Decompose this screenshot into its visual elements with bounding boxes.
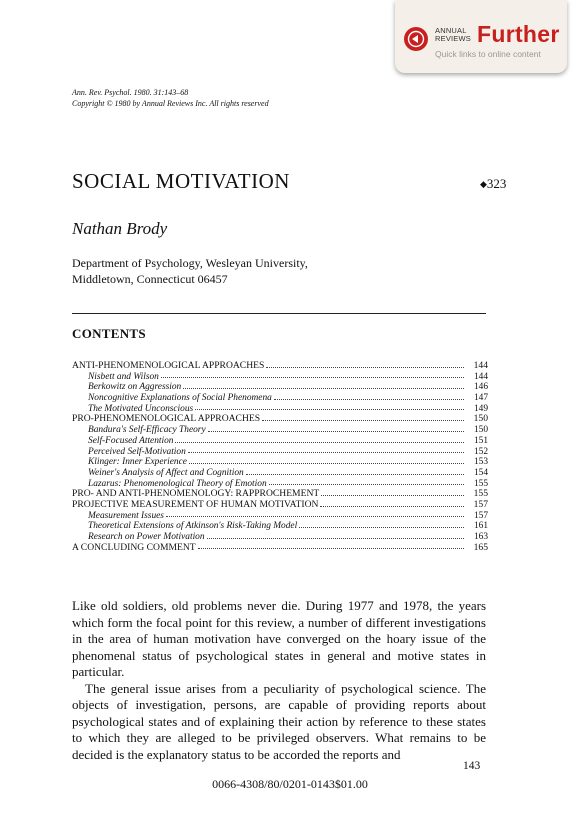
toc-entry-page: 157 <box>473 498 488 510</box>
toc-entry[interactable] <box>72 543 488 554</box>
toc-leader-dots <box>321 494 464 496</box>
play-back-icon <box>404 27 428 51</box>
toc-entry-label: The Motivated Unconscious <box>88 403 194 414</box>
toc-entry-label: Measurement Issues <box>88 510 164 521</box>
toc-leader-dots <box>299 526 464 528</box>
toc-entry-label: Perceived Self-Motivation <box>88 446 186 457</box>
page-number: 143 <box>463 760 481 772</box>
toc-entry-label: Research on Power Motivation <box>88 532 205 542</box>
contents-heading: CONTENTS <box>72 326 146 341</box>
toc-entry[interactable] <box>72 393 488 404</box>
badge-further-label: Further <box>477 21 560 47</box>
toc-leader-dots <box>269 483 464 485</box>
article-title: SOCIAL MOTIVATION <box>72 169 290 193</box>
toc-leader-dots <box>189 462 464 464</box>
toc-entry[interactable] <box>72 382 488 393</box>
toc-entry-page: 153 <box>473 457 488 468</box>
author-affiliation <box>72 255 308 287</box>
toc-entry-page: 144 <box>473 371 488 382</box>
toc-entry[interactable] <box>72 414 488 425</box>
body-paragraph: Like old soldiers, old problems never die. During 1977 and 1978, the years which form the focal point for this review, a number of different investigations in the area of human motivation have converged on the hoary issue of the phenomenal status of psychological states in general and motive states in particular. <box>72 598 486 679</box>
journal-citation <box>72 87 269 109</box>
toc-entry-page: 146 <box>473 382 488 393</box>
toc-leader-dots <box>188 451 464 453</box>
toc-entry-label: PRO- AND ANTI-PHENOMENOLOGY: RAPPROCHEMENT <box>72 488 320 500</box>
toc-entry-label: A CONCLUDING COMMENT <box>72 541 196 553</box>
toc-entry[interactable] <box>72 468 488 479</box>
toc-leader-dots <box>320 505 464 507</box>
toc-leader-dots <box>207 537 464 539</box>
toc-entry-label: Berkowitz on Aggression <box>88 382 182 393</box>
page-marker-number: 323 <box>486 176 507 191</box>
author-name: Nathan Brody <box>72 219 168 238</box>
toc-entry-label: Lazarus: Phenomenological Theory of Emotion <box>88 478 267 489</box>
toc-entry-page: 157 <box>473 510 488 521</box>
toc-entry-page: 151 <box>473 435 488 446</box>
citation-line: Ann. Rev. Psychol. 1980. 31:143–68 <box>72 88 189 97</box>
toc-entry-page: 150 <box>473 425 488 436</box>
toc-leader-dots <box>208 430 464 432</box>
toc-entry[interactable] <box>72 361 488 372</box>
toc-entry-label: Noncognitive Explanations of Social Phenomena <box>88 393 272 404</box>
toc-entry-label: PRO-PHENOMENOLOGICAL APPROACHES <box>72 413 261 425</box>
toc-entry-page: 149 <box>473 403 488 414</box>
toc-leader-dots <box>183 387 464 389</box>
article-code: 0066-4308/80/0201-0143$01.00 <box>212 777 368 791</box>
diamond-icon: ◆ <box>480 179 487 189</box>
toc-leader-dots <box>195 408 464 410</box>
toc-entry-page: 165 <box>473 541 488 553</box>
toc-entry[interactable] <box>72 521 488 532</box>
toc-leader-dots <box>198 547 464 549</box>
toc-entry-page: 161 <box>473 521 488 532</box>
toc-entry-page: 144 <box>473 360 488 371</box>
page-marker <box>480 176 506 192</box>
toc-entry[interactable] <box>72 436 488 447</box>
toc-leader-dots <box>246 473 464 475</box>
toc-entry-label: Weiner's Analysis of Affect and Cognition <box>88 467 244 478</box>
toc-entry-page: 152 <box>473 446 488 457</box>
toc-leader-dots <box>274 398 464 400</box>
toc-entry-page: 163 <box>473 532 488 542</box>
badge-annual-reviews-label: ANNUAL REVIEWS <box>435 26 471 43</box>
toc-entry-page: 154 <box>473 467 488 478</box>
table-of-contents <box>72 361 488 553</box>
body-paragraph: The general issue arises from a peculiarity of psychological science. The objects of investigation, persons, are capable of providing reports about psychological states and of explaining their action by reference to these states to which they are alleged to be privileged observers. What remains to be decided is the explanatory status to be accorded the reports and <box>72 680 486 762</box>
toc-entry-label: ANTI-PHENOMENOLOGICAL APPROACHES <box>72 360 265 371</box>
article-body <box>72 598 486 763</box>
toc-leader-dots <box>166 515 464 517</box>
toc-leader-dots <box>161 376 464 378</box>
toc-leader-dots <box>262 419 464 421</box>
toc-entry-label: Self-Focused Attention <box>88 435 174 446</box>
toc-entry-page: 147 <box>473 393 488 404</box>
toc-entry[interactable] <box>72 425 488 436</box>
toc-entry-page: 155 <box>473 488 488 500</box>
toc-entry-page: 155 <box>473 478 488 489</box>
copyright-line: Copyright © 1980 by Annual Reviews Inc. All rights reserved <box>72 99 269 108</box>
section-divider <box>72 313 486 314</box>
toc-entry-page: 150 <box>473 413 488 425</box>
affiliation-line: Middletown, Connecticut 06457 <box>72 272 228 286</box>
annual-reviews-further-badge[interactable] <box>395 0 567 73</box>
toc-leader-dots <box>266 366 464 368</box>
affiliation-line: Department of Psychology, Wesleyan University, <box>72 256 308 270</box>
toc-entry[interactable] <box>72 457 488 468</box>
toc-entry[interactable] <box>72 372 488 383</box>
toc-entry-label: Theoretical Extensions of Atkinson's Risk-Taking Model <box>88 521 298 532</box>
toc-entry-label: Bandura's Self-Efficacy Theory <box>88 425 206 436</box>
toc-entry-label: Klinger: Inner Experience <box>88 457 187 468</box>
badge-tagline: Quick links to online content <box>435 49 541 59</box>
toc-entry[interactable] <box>72 500 488 511</box>
toc-entry[interactable] <box>72 447 488 458</box>
toc-entry-label: PROJECTIVE MEASUREMENT OF HUMAN MOTIVATION <box>72 498 319 510</box>
toc-entry-label: Nisbett and Wilson <box>88 371 159 382</box>
toc-leader-dots <box>175 441 464 443</box>
toc-entry[interactable] <box>72 511 488 522</box>
